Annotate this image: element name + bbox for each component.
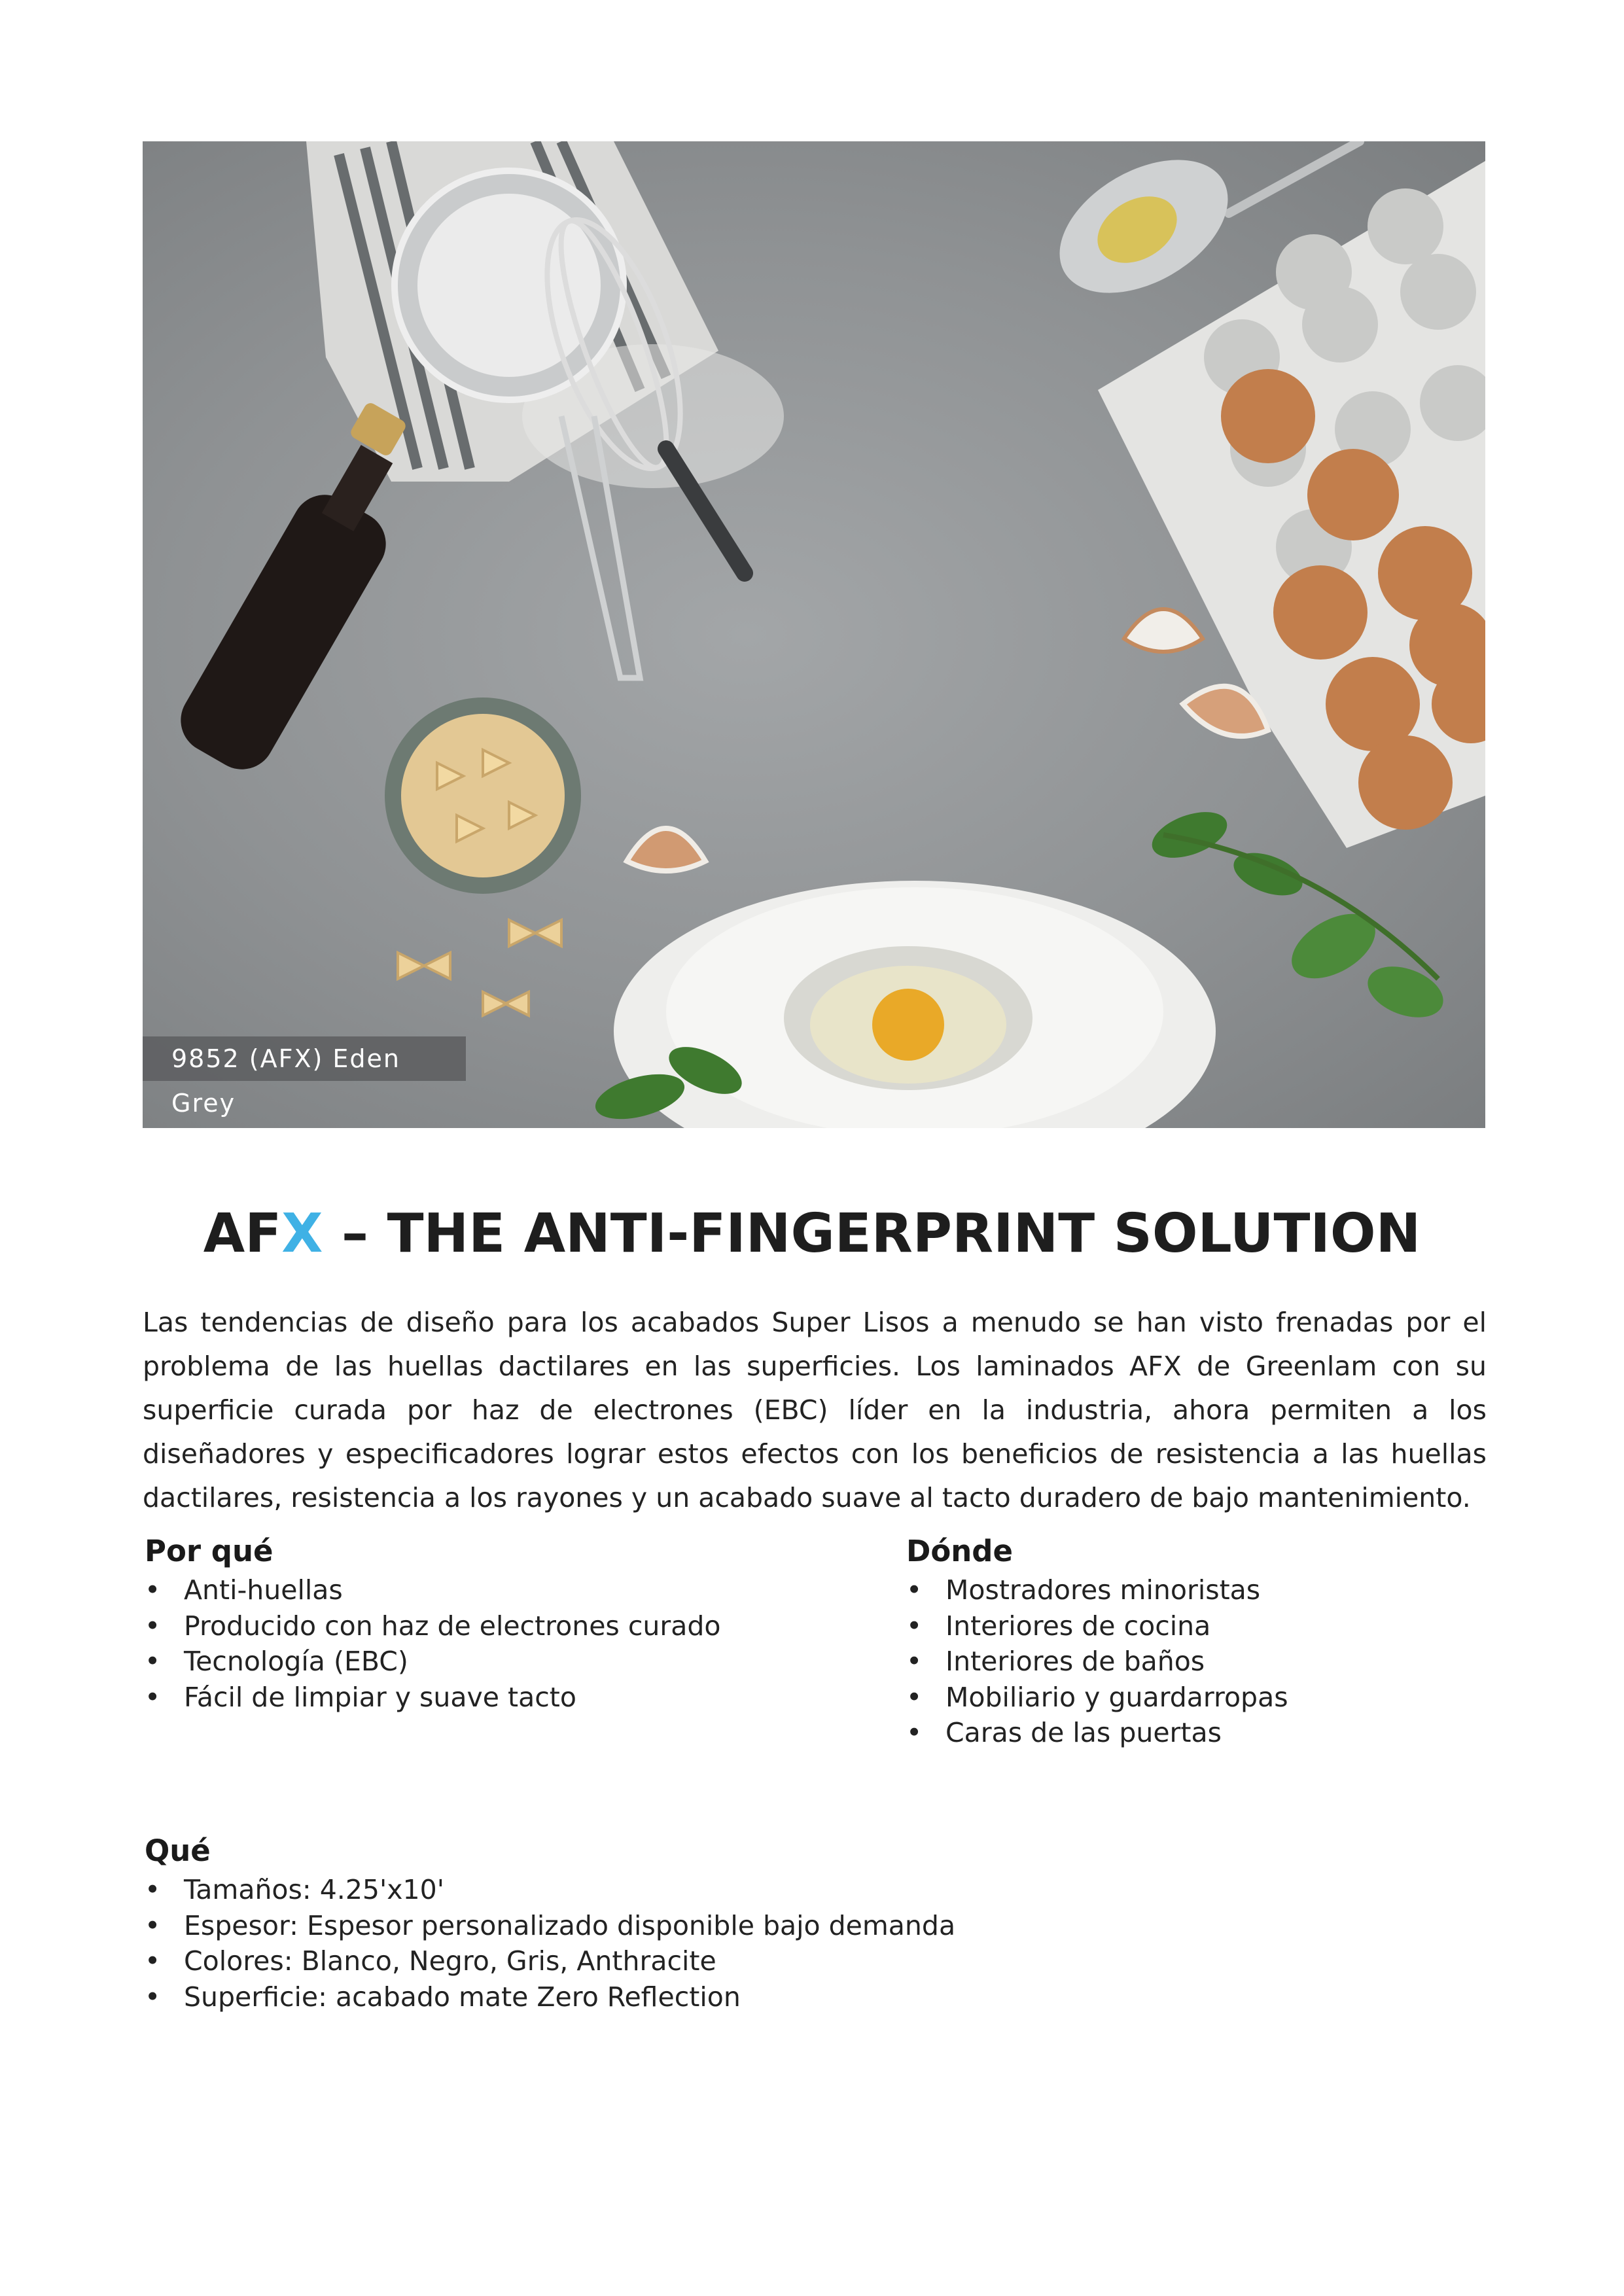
list-item-text: Mostradores minoristas <box>945 1574 1261 1606</box>
bullet-dot: • <box>145 1646 161 1677</box>
bullet-dot: • <box>906 1681 923 1713</box>
list-item <box>145 1979 955 2015</box>
list-item-text: Fácil de limpiar y suave tacto <box>184 1681 576 1713</box>
list-item <box>906 1608 1288 1644</box>
bullet-dot: • <box>145 1610 161 1642</box>
list-item-text: Anti-huellas <box>184 1574 343 1606</box>
por-que-list <box>145 1572 720 1715</box>
por-que-heading: Por qué <box>145 1534 274 1568</box>
list-item <box>145 1908 955 1944</box>
list-item-text: Tamaños: 4.25'x10' <box>184 1874 444 1905</box>
list-item-text: Producido con haz de electrones curado <box>184 1610 721 1642</box>
bullet-dot: • <box>145 1981 161 2013</box>
bullet-dot: • <box>906 1610 923 1642</box>
flour-mound <box>614 881 1216 1128</box>
donde-heading: Dónde <box>906 1534 1014 1568</box>
list-item <box>906 1644 1288 1680</box>
bullet-dot: • <box>145 1574 161 1606</box>
list-item <box>145 1872 955 1908</box>
bullet-dot: • <box>906 1717 923 1748</box>
page-title <box>0 1201 1624 1267</box>
bullet-dot: • <box>145 1909 161 1941</box>
list-item <box>145 1943 955 1979</box>
donde-list <box>906 1572 1288 1751</box>
list-item <box>145 1608 720 1644</box>
loose-pasta <box>398 920 561 1016</box>
afx-logo-af: AF <box>203 1203 282 1265</box>
list-item <box>906 1680 1288 1716</box>
list-item-text: Caras de las puertas <box>945 1717 1222 1748</box>
hero-photo <box>143 141 1485 1128</box>
que-heading: Qué <box>145 1833 211 1868</box>
list-item <box>145 1572 720 1608</box>
que-list <box>145 1872 955 2015</box>
list-item-text: Mobiliario y guardarropas <box>945 1681 1288 1713</box>
list-item <box>145 1680 720 1716</box>
list-item-text: Superficie: acabado mate Zero Reflection <box>184 1981 741 2013</box>
list-item <box>906 1715 1288 1751</box>
list-item-text: Interiores de baños <box>945 1646 1205 1677</box>
bullet-dot: • <box>906 1574 923 1606</box>
vinegar-bottle <box>169 401 408 782</box>
list-item <box>906 1572 1288 1608</box>
bullet-dot: • <box>145 1945 161 1977</box>
bullet-dot: • <box>145 1874 161 1905</box>
image-caption: 9852 (AFX) Eden Grey <box>143 1036 466 1081</box>
pasta-bowl <box>385 698 581 894</box>
title-text: – THE ANTI-FINGERPRINT SOLUTION <box>323 1203 1421 1265</box>
intro-paragraph: Las tendencias de diseño para los acabados Super Lisos a menudo se han visto frenadas por el problema de las huellas dactilares en las superficies. Los laminados AFX de Greenlam con su superficie curada por haz de electrones (EBC) líder en la industria, ahora permiten a los diseñadores y especificadores lograr estos efectos con los beneficios de resistencia a las huellas dactilares, resistencia a los rayones y un acabado suave al tacto duradero de bajo mantenimiento. <box>143 1307 1487 1513</box>
afx-logo-x: X <box>281 1203 323 1265</box>
bullet-dot: • <box>145 1681 161 1713</box>
kitchen-still-life-illustration <box>143 141 1485 1128</box>
list-item <box>145 1644 720 1680</box>
list-item-text: Tecnología (EBC) <box>184 1646 408 1677</box>
list-item-text: Interiores de cocina <box>945 1610 1211 1642</box>
list-item-text: Colores: Blanco, Negro, Gris, Anthracite <box>184 1945 716 1977</box>
bullet-dot: • <box>906 1646 923 1677</box>
list-item-text: Espesor: Espesor personalizado disponible bajo demanda <box>184 1909 956 1941</box>
